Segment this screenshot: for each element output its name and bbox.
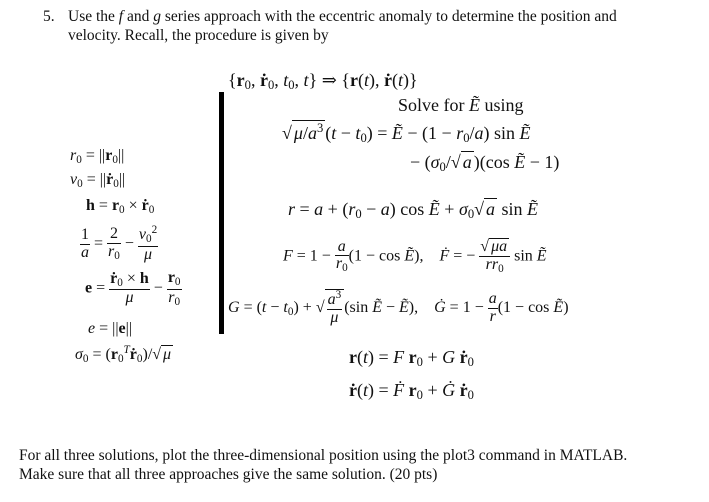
eq-sigma0: $\sigma_0$ = $(r_0^Tṙ_0)/√$ μ: [75, 344, 172, 365]
eq-position-solution: r(t) = F $r_0 + G$ ṙ$_0$: [349, 347, 474, 370]
problem-statement-line-2: velocity. Recall, the procedure is given by: [68, 27, 329, 44]
problem-number: 5.: [43, 8, 55, 25]
intro-text-c: series approach with the eccentric anomaly to determine the position and: [161, 8, 617, 25]
solve-label: Solve for: [398, 95, 469, 115]
f-variable: f: [118, 8, 124, 25]
eq-eccentricity-vector: e = $\frac{ṙ_0 \times h}{\mu}$ − $\frac{r_0}{r_0}$: [85, 269, 181, 308]
eq-inputs-to-outputs: {$r_0$, ṙ$_0$, $t_0$, t} ⇒ {r(t), ṙ(t)}: [228, 70, 418, 93]
eq-eccentricity-magnitude: e = ||e||: [88, 320, 133, 337]
intro-text-b: and: [123, 8, 154, 25]
vertical-divider: [219, 92, 224, 334]
eq-f-and-fdot: F = 1 − $\frac{a}{r_0}$ (1 − cos Ẽ), Ḟ = − $\frac{√ \mu a}{rr_0}$ sin Ẽ: [283, 237, 547, 275]
solve-variable: Ẽ: [469, 95, 480, 115]
g-variable: g: [153, 8, 161, 25]
eq-r0-magnitude: $r_0 = ||r_0||$: [70, 147, 125, 166]
eq-angular-momentum: $h = r_0$ × ṙ$_0$: [86, 197, 155, 216]
eq-inverse-semimajor-axis: $\frac{1}{a}$ = $\frac{2}{r_0}$ − $\frac{v_0^2}{\mu}$: [81, 224, 158, 263]
footer-line-2: Make sure that all three approaches give the same solution. (20 pts): [19, 466, 438, 483]
solve-instruction: [398, 95, 524, 116]
eq-velocity-solution: ṙ(t) = Ḟ $r_0$ + Ġ ṙ$_0$: [349, 380, 474, 403]
eq-g-and-gdot: $G = (t - t_0)$ + √ $\frac{a^3}{\mu}$ (sin Ẽ − Ẽ), Ġ = 1 − $\frac{a}{r}$ (1 − cos Ẽ): [228, 289, 569, 326]
solve-suffix: using: [480, 95, 524, 115]
eq-v0-magnitude: $v_0$ = ||ṙ$_0$||: [70, 171, 126, 190]
eq-kepler-line-1: √ $\mu/a^3$ $(t - t_0)$ = Ẽ − $(1 - r_0/a)$ sin Ẽ: [282, 121, 531, 146]
problem-statement-line-1: [68, 7, 617, 26]
intro-text-a: Use the: [68, 8, 119, 25]
eq-radius: $r = a + (r_0 - a)$ cos Ẽ + $\sigma_0√$ a sin Ẽ: [288, 199, 539, 222]
eq-kepler-line-2: − ($\sigma_0/√$ a )(cos Ẽ − 1): [410, 152, 560, 175]
footer-line-1: For all three solutions, plot the three-dimensional position using the plot3 command in MATLAB.: [19, 447, 628, 464]
